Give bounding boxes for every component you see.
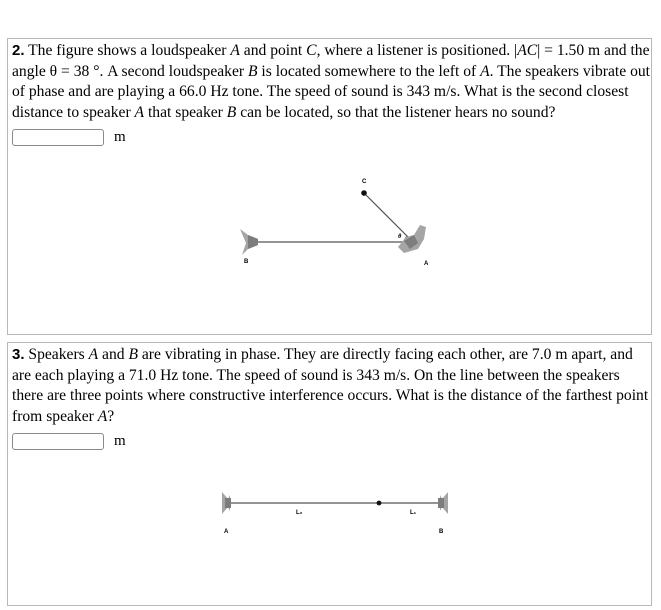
problem-2-figure bbox=[228, 177, 443, 307]
speaker-a-icon bbox=[398, 225, 426, 253]
label-l1: L₁ bbox=[410, 510, 417, 516]
var-a: A bbox=[134, 103, 145, 121]
text-part: are vibrating in phase. They are directly facing each other, are 7.0 m apart, and are each playing a 71.0 Hz tone. The speed of sound is 343 m/s. On the line between the speakers there are three points where constructive interference occurs. What is the distance of the farthest point from speaker bbox=[12, 346, 649, 425]
speaker-a-icon bbox=[222, 492, 231, 514]
label-l2: L₂ bbox=[296, 510, 303, 516]
var-a: A bbox=[97, 407, 108, 425]
problem-2-answer-input[interactable] bbox=[12, 129, 104, 146]
label-b: B bbox=[439, 529, 444, 535]
line-ac bbox=[364, 193, 413, 242]
var-a: A bbox=[480, 62, 490, 80]
point-marker bbox=[377, 501, 382, 506]
problem-3-unit: m bbox=[114, 432, 126, 449]
speaker-b-icon bbox=[438, 492, 448, 514]
var-ac: AC bbox=[517, 42, 538, 59]
var-a: A bbox=[88, 346, 99, 363]
problem-3-answer-input[interactable] bbox=[12, 433, 104, 450]
var-b: B bbox=[128, 346, 138, 363]
problem-3-answer-row bbox=[12, 431, 651, 451]
var-b: B bbox=[248, 62, 258, 80]
text-part: that speaker bbox=[144, 103, 227, 121]
text-part: and point bbox=[239, 42, 307, 59]
label-b: B bbox=[244, 259, 249, 265]
text-part: ? bbox=[107, 407, 115, 425]
problem-2 bbox=[7, 38, 652, 335]
text-part: is located somewhere to the left of bbox=[257, 62, 481, 80]
text-part: Speakers bbox=[24, 346, 89, 363]
var-c: C bbox=[306, 42, 317, 59]
var-a: A bbox=[230, 42, 240, 59]
text-part: , where a listener is positioned. | bbox=[316, 42, 518, 59]
text-part: and bbox=[98, 346, 129, 363]
text-part: | = 1.50 m and the angle θ = 38 °. A second loudspeaker bbox=[12, 42, 650, 80]
label-a: A bbox=[424, 261, 429, 267]
problem-2-text bbox=[12, 39, 651, 123]
problem-2-number: 2. bbox=[12, 42, 25, 59]
problem-3-text bbox=[12, 343, 651, 427]
problem-3-figure bbox=[212, 479, 457, 545]
label-c: C bbox=[362, 179, 367, 185]
var-b: B bbox=[226, 103, 237, 121]
label-a: A bbox=[224, 529, 229, 535]
problem-3 bbox=[7, 342, 652, 606]
problem-3-number: 3. bbox=[12, 346, 25, 363]
text-part: can be located, so that the listener hears no sound? bbox=[236, 103, 556, 121]
text-part: The figure shows a loudspeaker bbox=[24, 42, 231, 59]
point-c bbox=[361, 190, 367, 196]
problem-2-answer-row bbox=[12, 127, 651, 147]
problem-2-unit: m bbox=[114, 128, 126, 145]
label-theta: θ bbox=[398, 234, 402, 240]
speaker-b-icon bbox=[240, 229, 258, 255]
text-part: . The speakers vibrate out of phase and are playing a 66.0 Hz tone. The speed of sound is 343 m/s. What is the second closest distance to speaker bbox=[12, 62, 651, 121]
